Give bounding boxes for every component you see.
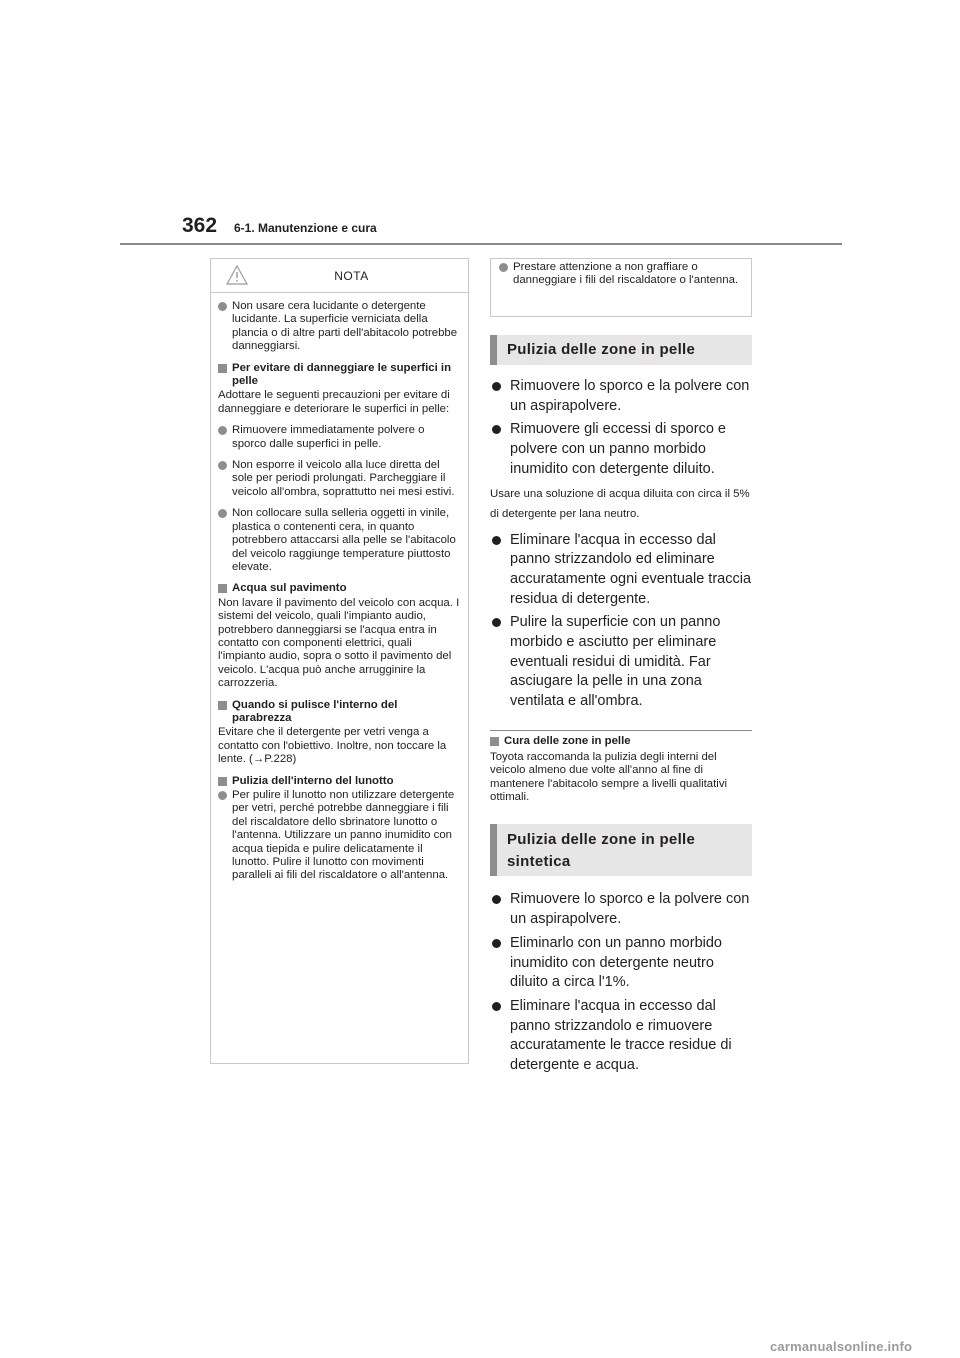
nota-item-text: Pulizia dell'interno del lunotto (232, 774, 394, 787)
sintetica-bullets (490, 890, 752, 1075)
nota-box (210, 258, 469, 1064)
square-marker (218, 584, 227, 593)
bullet-dot (218, 791, 227, 800)
list-item-text: Eliminare l'acqua in eccesso dal panno strizzandolo ed eliminare accuratamente ogni eventuale traccia residua di detergente. (510, 531, 752, 607)
nota-body (211, 293, 468, 883)
nota-paragraph (218, 597, 460, 691)
bullet-dot (492, 895, 501, 904)
square-marker (218, 701, 227, 710)
list-item-text: Eliminare l'acqua in eccesso dal panno strizzandolo e rimuovere accuratamente le tracce residue di detergente e acqua. (510, 997, 732, 1074)
list-item (490, 531, 752, 610)
nota-item-text: Per evitare di danneggiare le superfici in pelle (232, 361, 452, 388)
square-marker (218, 777, 227, 786)
pelle-heading (490, 335, 752, 365)
watermark: carmanualsonline.info (770, 1339, 913, 1354)
pelle-bullets-a (490, 377, 752, 480)
cura-rule (490, 730, 752, 731)
bullet-dot (499, 263, 508, 272)
nota-subheading (218, 699, 460, 726)
nota-bullet (218, 459, 460, 499)
nota-paragraph (218, 726, 460, 766)
nota-subheading (218, 775, 460, 788)
bullet-dot (492, 618, 501, 627)
cura-heading-text: Cura delle zone in pelle (504, 734, 631, 747)
nota-item-text: Per pulire il lunotto non utilizzare detergente per vetri, perché potrebbe danneggiare i fili del riscaldatore dello sbrinatore lunotto o l'antenna. Utilizzare un panno inumidito con acqua tiepida e pulire delicatamente il lunotto. Pulire il lunotto con movimenti paralleli ai fili del riscaldatore o all'antenna. (232, 789, 455, 882)
nota-item-text: Non esporre il veicolo alla luce diretta del sole per periodi prolungati. Parcheggiare il veicolo all'ombra, soprattutto nei mesi estivi. (232, 459, 455, 498)
nota-bullet (218, 789, 460, 883)
right-column (490, 258, 752, 1080)
nota-title: NOTA (334, 268, 369, 283)
list-item (490, 377, 752, 416)
nota-subheading (218, 362, 460, 389)
nota-bullet (218, 300, 460, 354)
nota-item-text: Non collocare sulla selleria oggetti in vinile, plastica o contenenti cera, in quanto potrebbero attaccarsi alla pelle se l'abitacolo del veicolo raggiunge temperature piuttosto elevate. (232, 507, 456, 573)
nota-item-text: Quando si pulisce l'interno del parabrezza (232, 698, 398, 724)
square-marker (218, 364, 227, 373)
pelle-title: Pulizia delle zone in pelle (507, 341, 696, 358)
bullet-dot (218, 509, 227, 518)
bullet-dot (492, 382, 501, 391)
nota-item-text: Non lavare il pavimento del veicolo con acqua. I sistemi del veicolo, quali l'impianto audio, potrebbero danneggiarsi se l'acqua entra in contatto con componenti elettrici, quali l'impianto audio, sopra o sotto il pavimento del veicolo. L'acqua può anche arrugginire la carrozzeria. (218, 596, 460, 690)
nota-item-text: Rimuovere immediatamente polvere o sporco dalle superfici in pelle. (232, 424, 425, 450)
list-item (490, 934, 752, 993)
list-item (499, 261, 743, 288)
square-marker (490, 737, 499, 746)
nota-paragraph (218, 389, 460, 416)
bullet-dot (492, 425, 501, 434)
bullet-dot (218, 426, 227, 435)
nota-item-text: Acqua sul pavimento (232, 582, 347, 595)
list-item (490, 613, 752, 712)
top-note-text: Prestare attenzione a non graffiare o danneggiare i fili del riscaldatore o l'antenna. (513, 261, 739, 287)
cura-heading (490, 735, 752, 747)
list-item (490, 890, 752, 929)
bullet-dot (492, 536, 501, 545)
bullet-dot (218, 461, 227, 470)
nota-item-text: Non usare cera lucidante o detergente lucidante. La superficie verniciata della plancia o di altre parti dell'abitacolo potrebbe danneggiarsi. (232, 300, 458, 353)
bullet-dot (492, 939, 501, 948)
list-item (490, 420, 752, 479)
list-item (490, 997, 752, 1076)
list-item-text: Pulire la superficie con un panno morbido e asciutto per eliminare eventuali residui di umidità. Far asciugare la pelle in una zona ventilata e all'ombra. (510, 614, 721, 710)
pelle-note: Usare una soluzione di acqua diluita con circa il 5% di detergente per lana neutro. (490, 487, 750, 521)
bullet-dot (492, 1002, 501, 1011)
top-note-box (490, 258, 752, 317)
nota-item-text: Evitare che il detergente per vetri venga a contatto con l'obiettivo. Inoltre, non toccare la lente. (→P.228) (218, 726, 447, 766)
list-item-text: Rimuovere gli eccessi di sporco e polvere con un panno morbido inumidito con detergente diluito. (510, 421, 726, 477)
list-item-text: Rimuovere lo sporco e la polvere con un aspirapolvere. (510, 891, 750, 928)
sintetica-title: Pulizia delle zone in pelle sintetica (507, 831, 696, 871)
nota-bullet (218, 424, 460, 451)
header-rule (120, 243, 842, 245)
nota-item-text: Adottare le seguenti precauzioni per evitare di danneggiare e deteriorare le superfici in pelle: (218, 389, 450, 415)
list-item-text: Rimuovere lo sporco e la polvere con un aspirapolvere. (510, 378, 750, 414)
cura-text: Toyota raccomanda la pulizia degli interni del veicolo almeno due volte all'anno al fine di mantenere l'abitacolo sempre a livelli qualitativi ottimali. (490, 750, 728, 804)
bullet-dot (218, 302, 227, 311)
nota-bullet (218, 507, 460, 574)
pelle-bullets-b (490, 531, 752, 712)
sintetica-heading (490, 824, 752, 876)
page-number: 362 (182, 214, 218, 237)
list-item-text: Eliminarlo con un panno morbido inumidito con detergente neutro diluito a circa l'1%. (510, 934, 722, 991)
nota-subheading (218, 582, 460, 595)
warning-icon (226, 265, 248, 285)
section-title: 6-1. Manutenzione e cura (234, 221, 377, 235)
nota-header (211, 259, 468, 293)
